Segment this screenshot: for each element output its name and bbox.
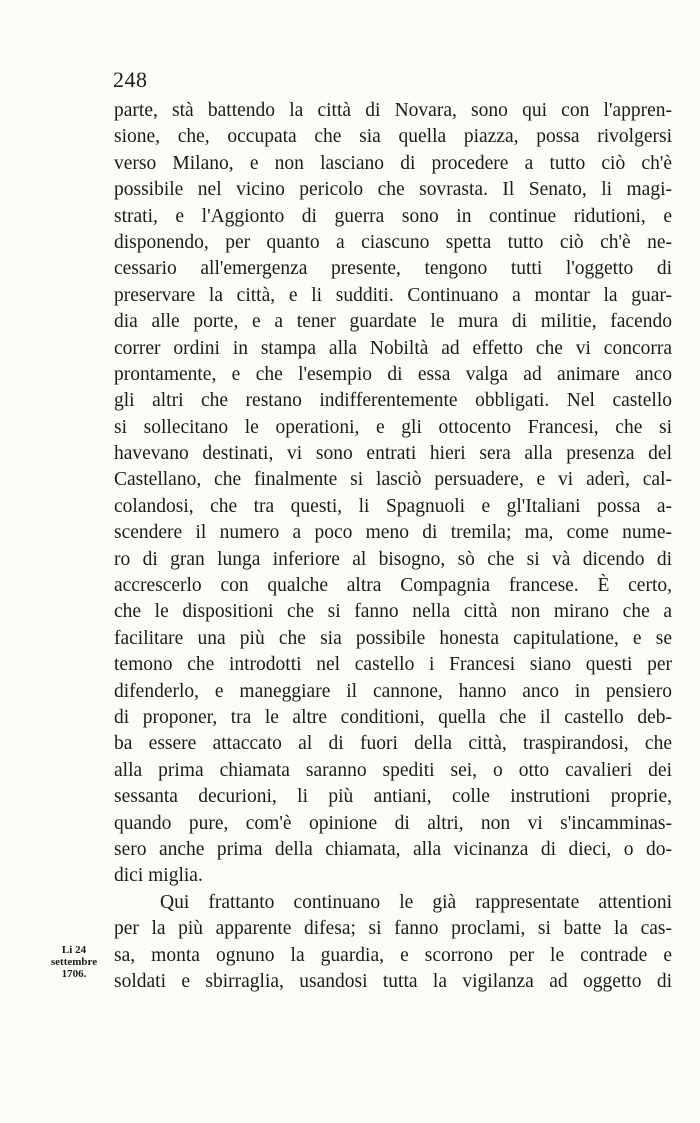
text-line: dia alle porte, e a tener guardate le mura di militie, facendo [114, 311, 672, 333]
text-line: Castellano, che finalmente si lasciò persuadere, e vi aderì, cal- [114, 469, 672, 491]
text-line: ro di gran lunga inferiore al bisogno, sò che si và dicendo di [114, 548, 672, 570]
text-line: sessanta decurioni, li più antiani, colle instrutioni proprie, [114, 786, 672, 808]
page-number: 248 [113, 67, 148, 92]
text-line: sa, monta ognuno la guardia, e scorrono per le contrade e [114, 944, 672, 966]
text-line: preservare la città, e li sudditi. Continuano a montar la guar- [114, 284, 672, 306]
text-line: cessario all'emergenza presente, tengono tutti l'oggetto di [114, 258, 672, 280]
text-line: di proponer, tra le altre conditioni, quella che il castello deb- [114, 706, 672, 728]
text-line: gli altri che restano indifferentemente obbligati. Nel castello [114, 390, 672, 412]
text-line: soldati e sbirraglia, usandosi tutta la vigilanza ad oggetto di [114, 970, 672, 992]
text-line: temono che introdotti nel castello i Francesi siano questi per [114, 654, 672, 676]
margin-date-note [36, 944, 112, 980]
margin-note-line: Li 24 [61, 944, 87, 956]
paragraph-1 [114, 98, 672, 890]
text-line: che le dispositioni che si fanno nella città non mirano che a [114, 601, 672, 623]
text-line: difenderlo, e maneggiare il cannone, hanno anco in pensiero [114, 680, 672, 702]
text-line: havevano destinati, vi sono entrati hieri sera alla presenza del [114, 443, 672, 465]
margin-note-line: settembre [50, 956, 98, 968]
text-line: per la più apparente difesa; si fanno proclami, si batte la cas- [114, 918, 672, 940]
text-line: possibile nel vicino pericolo che sovrasta. Il Senato, li magi- [114, 179, 672, 201]
text-line: quando pure, com'è opinione di altri, non vi s'incamminas- [114, 812, 672, 834]
text-line: facilitare una più che sia possibile honesta capitulatione, e se [114, 627, 672, 649]
text-line: accrescerlo con qualche altra Compagnia francese. È certo, [114, 575, 672, 597]
text-line: correr ordini in stampa alla Nobiltà ad effetto che vi concorra [114, 337, 672, 359]
text-line: colandosi, che tra questi, li Spagnuoli e gl'Italiani possa a- [114, 495, 672, 517]
text-line: disponendo, per quanto a ciascuno spetta tutto ciò ch'è ne- [114, 231, 672, 253]
text-line: strati, e l'Aggionto di guerra sono in continue ridutioni, e [114, 205, 672, 227]
margin-note-line: 1706. [61, 968, 87, 980]
text-line: si sollecitano le operationi, e gli ottocento Francesi, che si [114, 416, 672, 438]
paragraph-2 [114, 890, 672, 996]
text-line: prontamente, e che l'esempio di essa valga ad animare anco [114, 363, 672, 385]
text-line: sione, che, occupata che sia quella piazza, possa rivolgersi [114, 126, 672, 148]
text-line: verso Milano, e non lasciano di procedere a tutto ciò ch'è [114, 152, 672, 174]
text-line: dici miglia. [114, 865, 203, 887]
body-text [114, 98, 672, 995]
text-line: parte, stà battendo la città di Novara, sono qui con l'appren- [114, 100, 672, 121]
text-line: ba essere attaccato al di fuori della città, traspirandosi, che [114, 733, 672, 755]
text-line: scendere il numero a poco meno di tremila; ma, come nume- [114, 522, 672, 544]
text-line: sero anche prima della chiamata, alla vicinanza di dieci, o do- [114, 838, 672, 860]
text-line: Qui frattanto continuano le già rappresentate attentioni [160, 891, 672, 913]
text-line: alla prima chiamata saranno spediti sei, o otto cavalieri dei [114, 759, 672, 781]
